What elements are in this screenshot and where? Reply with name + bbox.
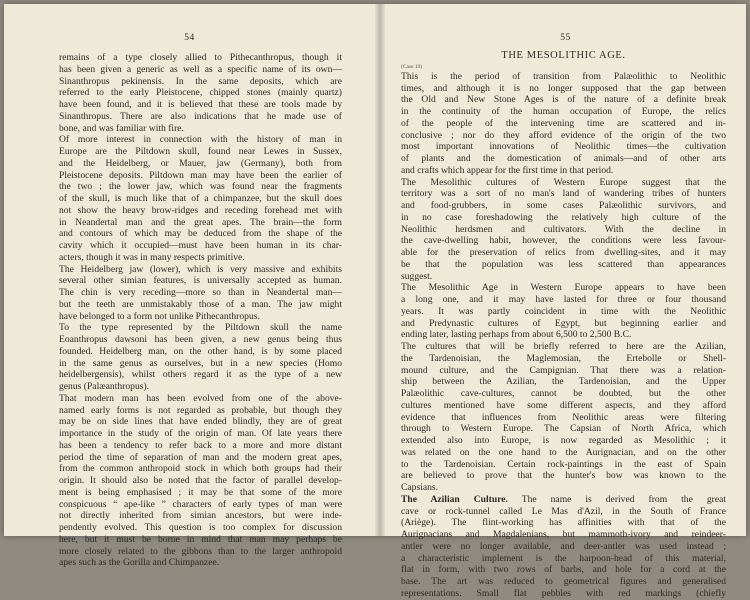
left-page [4,4,375,569]
text-line: have belonged to a form not unlike Pithecanthropus. [59,310,260,322]
right-lines [401,71,726,600]
text-line: not directly inherited from simian ancestors, but were inde- [59,510,342,522]
text-line: of the people of the intervening time are scattered and in- [401,117,726,129]
text-line: years. It was partly coincident in time with the Neolithic [401,305,726,317]
text-line: not show the heavy brow-ridges and receding forehead met with [59,204,342,216]
text-line: has been a tendency to refer back to a more and more distant [59,439,342,451]
text-line: origin. It should also be noted that the factor of parallel develop- [59,475,342,486]
text-line: period the time of separation of man and the modern great apes, [59,451,342,463]
left-text-column [59,52,342,569]
text-line: cultures mentioned have some different aspects, and they afford [401,399,726,411]
text-line: of plants and the domestication of animals—and of other arts [401,153,726,164]
text-line: have been found, and it is believed that these are tools made by [59,99,342,110]
text-line: Palæolithic cave-cultures, cannot be doubted, but the other [401,388,726,399]
text-line: Sinanthropus. There are also indications that he made use of [59,110,342,122]
text-line [401,494,726,506]
text-line: ment is being emphasised ; it may be that some of the more [59,486,342,498]
line-text: The name is derived from the great [507,493,726,505]
text-line: extended also into Europe, is now regarded as Mesolithic ; it [401,435,726,446]
text-line: evidence that influences from Neolithic areas were filtering [401,411,726,423]
text-line: remains of a type closely allied to Pithecanthropus, though it [59,52,342,63]
text-line: be that the population was less scattered than appearances [401,258,726,270]
text-line: and Predynastic cultures of Egypt, but beginning earlier and [401,317,726,329]
right-text-column [401,50,726,600]
text-line: from the common anthropoid stock in which both groups had their [59,463,342,475]
case-note: (Case 19) [401,63,423,70]
text-line: through to Western Europe. The Capsian of North Africa, which [401,423,726,435]
right-page [385,4,746,599]
text-line: most important innovations of Neolithic times—the cultivation [401,141,726,153]
text-line: conspicuous “ ape-like ” characters of early types of man were [59,498,342,510]
text-line: more closely related to the gibbons than to the larger anthropoid [59,545,342,557]
text-line: Neolithic herdsmen and cultivators. With the decline in [401,223,726,235]
text-line: conclusive ; nor do they afford evidence of the origin of the two [401,129,726,141]
text-line: Of more interest in connection with the history of man in [59,134,342,146]
text-line: in Neandertal man and the great apes. The brain—the form [59,216,342,228]
text-line: Europe are the Piltdown skull, found near Lewes in Sussex, [59,146,342,157]
text-line: and the Heidelberg, or Mauer, jaw (Germany), both from [59,157,342,169]
text-line: The Heidelberg jaw (lower), which is very massive and exhibits [59,263,342,275]
text-line: Aurignacians and Magdalenians, but mammoth-ivory and reindeer- [401,529,726,540]
text-line: representations. Small flat pebbles with red markings (chiefly [401,587,726,599]
text-line: and crafts which appear for the first time in that period. [401,164,614,176]
page-number: 55 [560,33,571,43]
text-line: to the Tardenoisian. Certain rock-paintings in the east of Spain [401,458,726,470]
text-line: the two ; the lower jaw, which was found near the fragments [59,181,342,193]
text-line: times, and although it is no longer supposed that the gap between [401,82,726,94]
text-line: several other simian features, is universally accepted as human. [59,275,342,287]
text-line: the Old and New Stone Ages is of the nature of a definite break [401,94,726,106]
text-line: heidelbergensis), whilst others regard it as the type of a new [59,369,342,381]
text-line: founded. Heidelberg man, on the other hand, is by some placed [59,345,342,357]
text-line: The chin is very receding—more so than in Neandertal man— [59,287,342,298]
text-line: but the teeth are unmistakably those of a man. The jaw might [59,298,342,310]
text-line: referred to the early Pleistocene, chipped stones (mainly quartz) [59,87,342,99]
chapter-title: THE MESOLITHIC AGE. [501,50,626,61]
text-line: suggest. [401,270,433,282]
text-line: a characteristic implement is the harpoon-head of this material, [401,552,726,564]
text-line: may be on side lines that have ended blindly, they are of great [59,416,342,428]
text-line: (Ariège). The flint-working has affinities with that of the [401,517,726,529]
text-line: the cave-dwelling habit, however, the conditions were less favour- [401,235,726,247]
text-line: mound culture, and the Campignian. That there was a relation- [401,364,726,376]
text-line: cave or rock-tunnel called Le Mas d'Azil, in the South of France [401,505,726,517]
text-line: The Mesolithic Age in Western Europe appears to have been [401,282,726,294]
book-spread [4,4,746,599]
text-line: the Tardenoisian, the Maglemosian, the Ertebolle or Shell- [401,352,726,364]
text-line: ship between the Azilian, the Tardenoisian, and the Upper [401,376,726,388]
text-line: bone, and was familiar with fire. [59,122,184,134]
text-line: a long one, and it may have lasted for three or four thousand [401,294,726,305]
text-line: The cultures that will be briefly referred to here are the Azilian, [401,341,726,352]
text-line: Capsians. [401,482,439,493]
text-line: This is the period of transition from Palæolithic to Neolithic [401,70,726,82]
text-line: and contours of which may be deduced from the shape of the [59,228,342,240]
text-line: Eoanthropus dawsoni has been given, a new genus being thus [59,334,342,345]
text-line: was related on the one hand to the Aurignacian, and on the other [401,446,726,458]
text-line: base. The art was reduced to geometrical figures and generalised [401,576,726,587]
text-line: has been given a generic as well as a specific name of its own— [59,63,342,75]
text-line: Sinanthropus pekinensis. In the same deposits, which are [59,75,342,87]
text-line: Pleistocene deposits. Piltdown man may have been the earlier of [59,169,342,181]
text-line: territory was a sort of no man's land of wandering tribes of hunters [401,188,726,200]
text-line: in the continuity of the human occupation of Europe, the relics [401,106,726,117]
text-line: The Mesolithic cultures of Western Europe suggest that the [401,176,726,188]
text-line: in the same genus as ourselves, but in a new species (Homo [59,357,342,369]
text-line: here, but it must be borne in mind that man may perhaps be [59,533,342,545]
text-line: of the skull, is much like that of a chimpanzee, but the skull does [59,193,342,204]
text-line: are believed to prove that the hunter's bow was known to the [401,470,726,482]
section-heading: The Azilian Culture. [401,493,508,505]
text-line: That modern man has been evolved from one of the above- [59,392,342,404]
text-line: antler were no longer available, and deer-antler was used instead ; [401,540,726,552]
book-gutter [375,4,385,536]
page-number: 54 [184,33,195,43]
text-line: ending later, lasting perhaps from about 6,500 to 2,500 B.C. [401,329,632,341]
text-line: To the type represented by the Piltdown skull the name [59,322,342,334]
text-line: named early forms is not regarded as probable, but though they [59,404,342,416]
text-line: able for the preservation of relics from dwelling-sites, and it may [401,247,726,258]
text-line: cavity which it occupied—must have been human in its char- [59,240,342,251]
text-line: pendently evolved. This question is too complex for discussion [59,522,342,533]
text-line: genus (Palæanthropus). [59,381,150,392]
text-line: importance in the study of the origin of man. Of late years there [59,428,342,439]
text-line: apes such as the Gorilla and Chimpanzee. [59,557,220,569]
text-line: in no case foreshadowing the relatively high culture of the [401,211,726,223]
text-line: flat in form, with two rows of barbs, and hole for a cord at the [401,564,726,576]
text-line: and food-grubbers, in some cases Palæolithic survivors, and [401,200,726,211]
text-line: acters, though it was in many respects primitive. [59,251,245,263]
